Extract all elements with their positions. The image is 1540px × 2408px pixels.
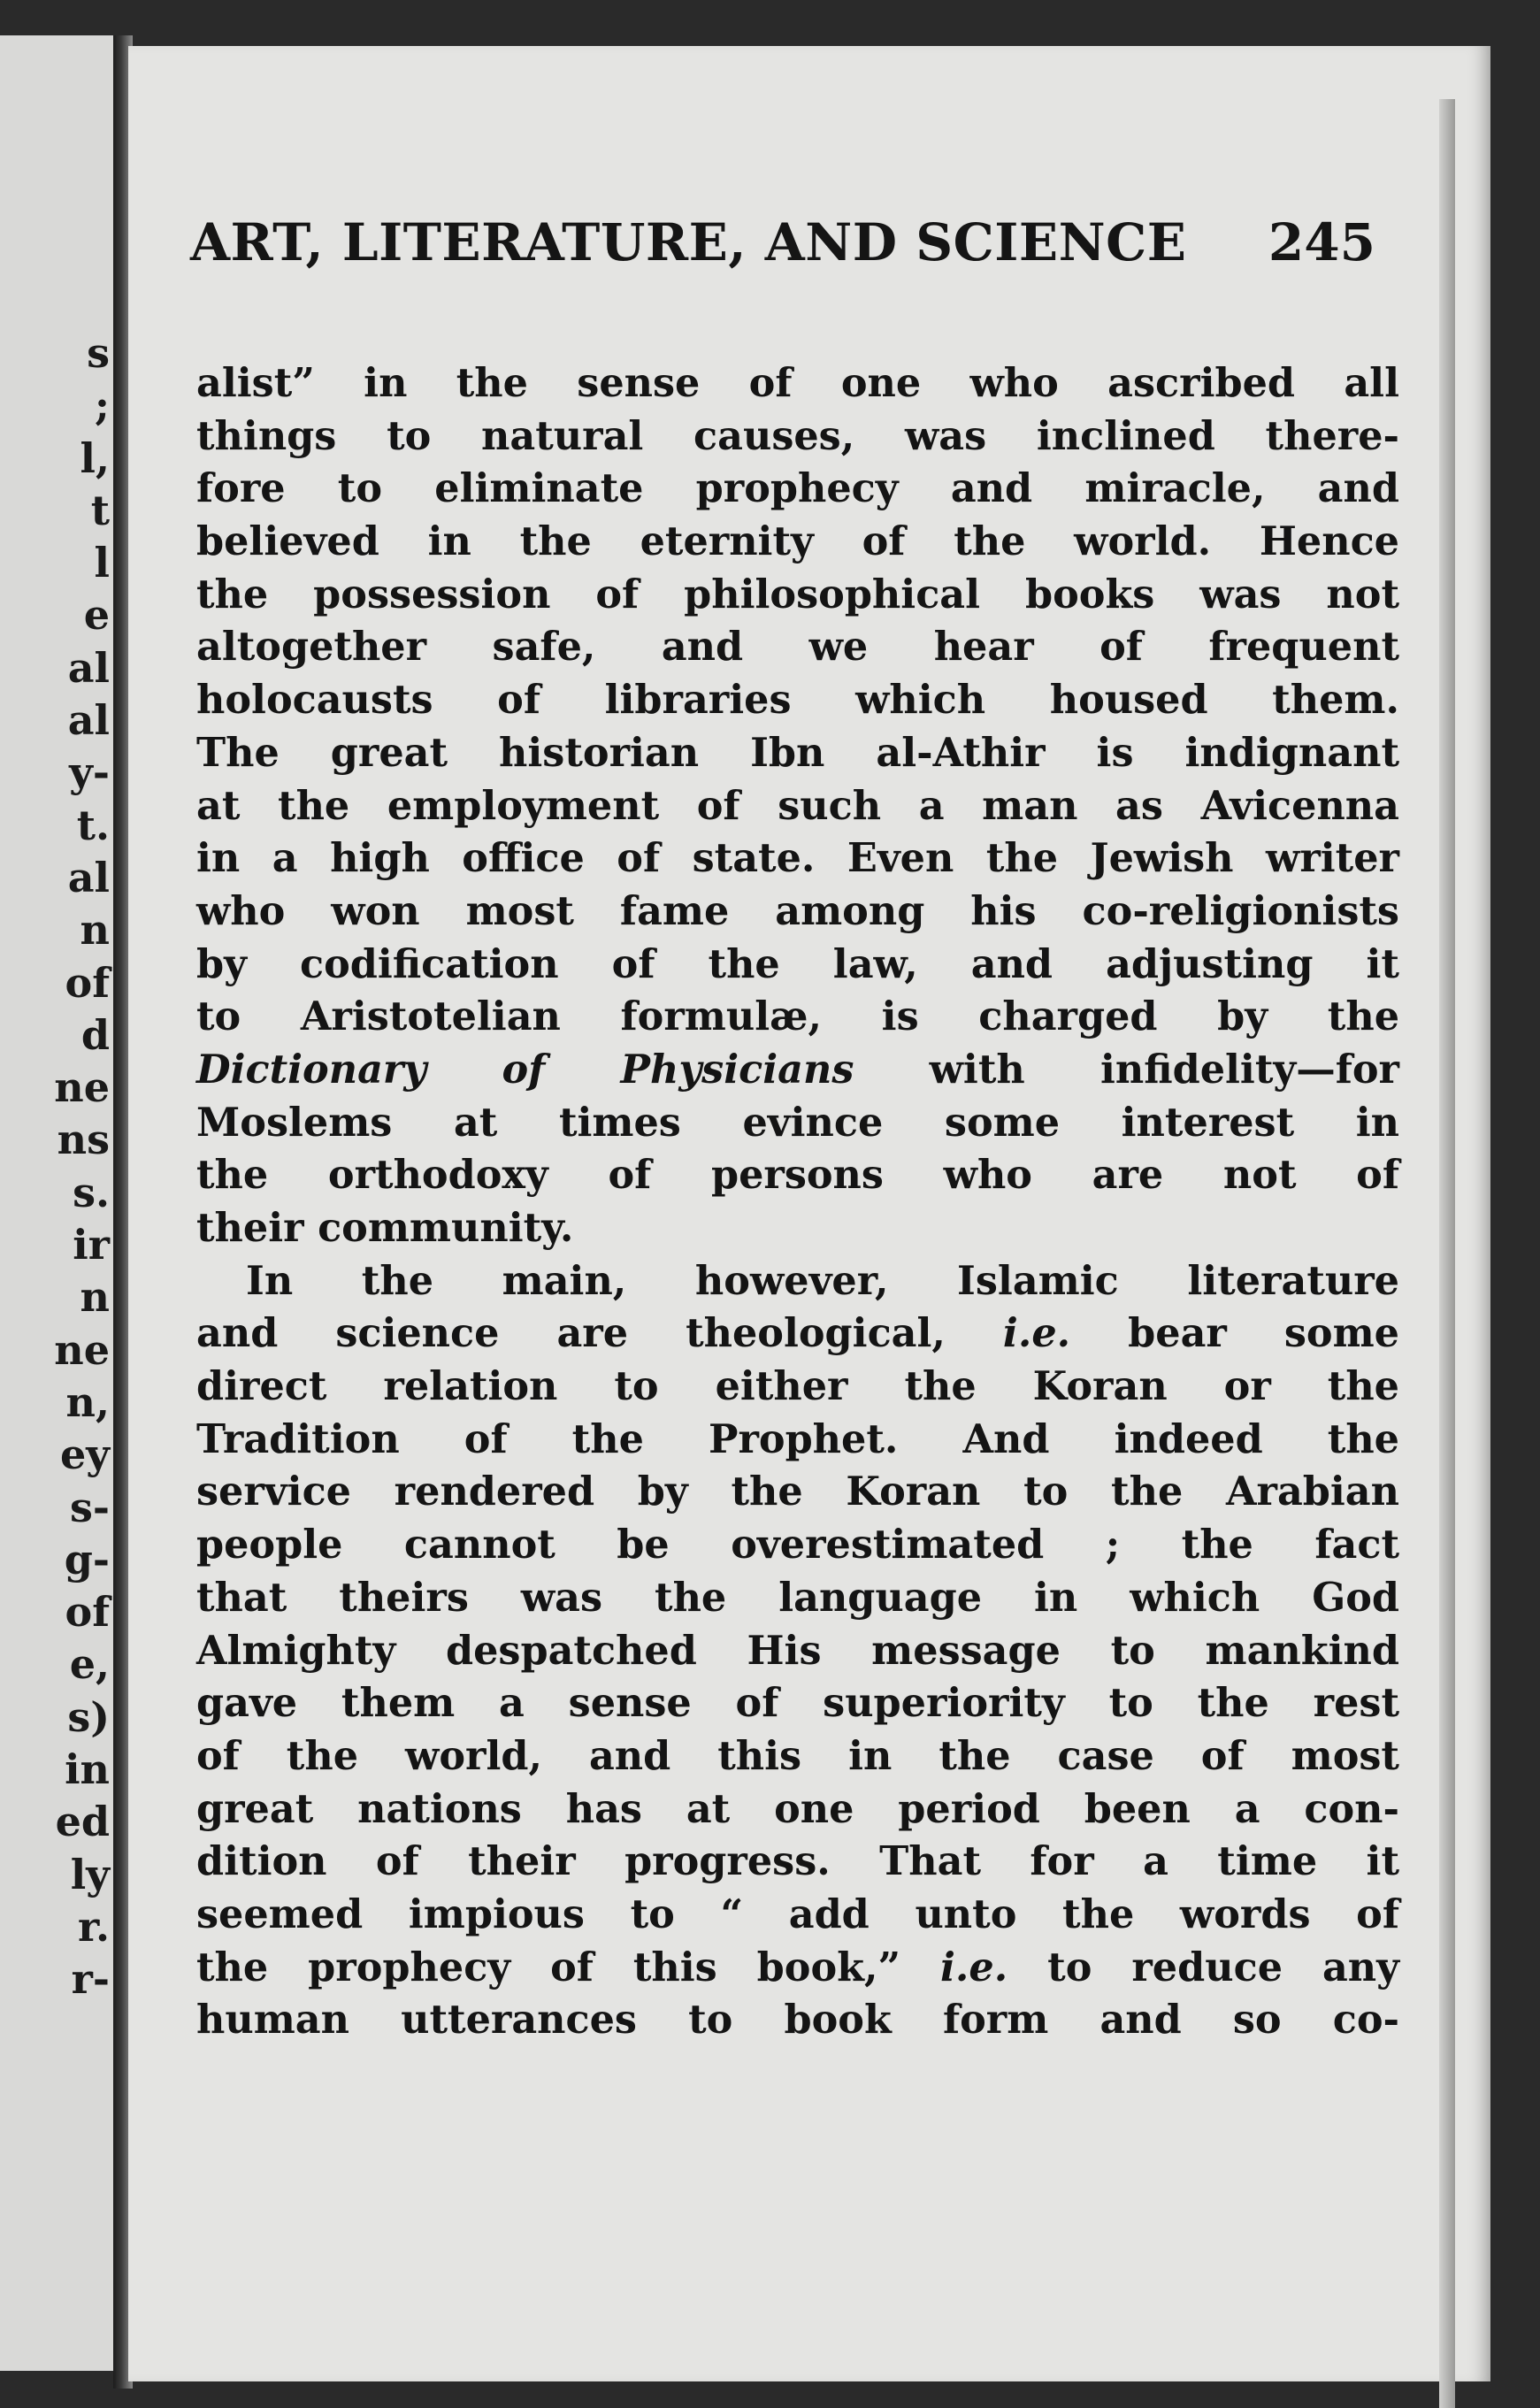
facing-page-fragment: n bbox=[80, 1273, 110, 1322]
facing-page-fragment: s- bbox=[70, 1483, 110, 1531]
facing-page-fragment: l, bbox=[80, 433, 110, 482]
text-line: that theirs was the language in which God bbox=[196, 1574, 1399, 1621]
text-line: Dictionary of Physicians with infidelity—for bbox=[196, 1046, 1400, 1093]
facing-page-fragment: g- bbox=[64, 1535, 110, 1584]
running-head bbox=[190, 212, 1375, 292]
facing-page-fragment: t bbox=[90, 486, 110, 534]
text-line: service rendered by the Koran to the Arabian bbox=[196, 1469, 1399, 1515]
text-line: their community. bbox=[196, 1205, 574, 1251]
body-text bbox=[196, 357, 1399, 2047]
facing-page-fragment: of bbox=[65, 1588, 110, 1637]
text-line: The great historian Ibn al-Athir is indignant bbox=[196, 729, 1399, 776]
page-number: 245 bbox=[1268, 212, 1375, 272]
facing-page-fragment: of bbox=[65, 958, 110, 1007]
text-line: the orthodoxy of persons who are not of bbox=[196, 1152, 1399, 1199]
text-line: who won most fame among his co-religionists bbox=[196, 887, 1399, 934]
abbreviation-italic: i.e. bbox=[1002, 1310, 1071, 1357]
text-line: human utterances to book form and so co- bbox=[196, 1997, 1399, 2044]
text-line: of the world, and this in the case of most bbox=[196, 1732, 1399, 1779]
text-line: in a high office of state. Even the Jewish writer bbox=[196, 835, 1399, 882]
text-line: altogether safe, and we hear of frequent bbox=[196, 624, 1399, 671]
facing-page-fragment: y- bbox=[69, 748, 110, 797]
book-title-italic: Dictionary of Physicians bbox=[196, 1046, 854, 1093]
abbreviation-italic: i.e. bbox=[940, 1944, 1008, 1990]
text-line: Tradition of the Prophet. And indeed the bbox=[196, 1415, 1399, 1462]
running-head-title: ART, LITERATURE, AND SCIENCE bbox=[190, 212, 1187, 272]
text-line: dition of their progress. That for a time it bbox=[196, 1838, 1399, 1885]
facing-page-fragment: ne bbox=[54, 1063, 110, 1112]
facing-page-fragment: ns bbox=[57, 1116, 110, 1164]
facing-page-fragment: n, bbox=[65, 1377, 110, 1426]
text-line: at the employment of such a man as Avicenna bbox=[196, 782, 1399, 829]
facing-page-fragment: ne bbox=[54, 1325, 110, 1374]
text-line: Moslems at times evince some interest in bbox=[196, 1099, 1399, 1146]
facing-page-fragment: r- bbox=[71, 1955, 110, 2004]
facing-page-fragment: ey bbox=[60, 1430, 110, 1479]
text-line: gave them a sense of superiority to the rest bbox=[196, 1680, 1399, 1727]
facing-page-fragment: ed bbox=[55, 1798, 110, 1846]
facing-page-fragment: s. bbox=[73, 1168, 110, 1216]
text-line: direct relation to either the Koran or the bbox=[196, 1363, 1399, 1410]
text-line: the possession of philosophical books was not bbox=[196, 571, 1399, 617]
facing-page-fragment: l bbox=[94, 539, 110, 587]
text-line: things to natural causes, was inclined there- bbox=[196, 412, 1399, 459]
facing-page-left bbox=[0, 35, 115, 2371]
facing-page-fragment: al bbox=[67, 853, 110, 901]
text-line: holocausts of libraries which housed them. bbox=[196, 677, 1399, 724]
text-line: by codification of the law, and adjusting it bbox=[196, 940, 1399, 987]
book-page bbox=[128, 46, 1490, 2381]
text-line: the prophecy of this book,” i.e. to reduce any bbox=[196, 1944, 1399, 1990]
page-edge bbox=[1439, 99, 1455, 2408]
text-line: people cannot be overestimated ; the fact bbox=[196, 1522, 1399, 1568]
facing-page-fragment: s bbox=[87, 329, 110, 377]
text-line: alist” in the sense of one who ascribed all bbox=[196, 360, 1399, 406]
text-line: fore to eliminate prophecy and miracle, and bbox=[196, 465, 1399, 512]
text-line: great nations has at one period been a con- bbox=[196, 1785, 1399, 1832]
facing-page-fragment: in bbox=[65, 1745, 110, 1794]
facing-page-fragment: s) bbox=[67, 1692, 110, 1741]
text-line: to Aristotelian formulæ, is charged by the bbox=[196, 993, 1399, 1040]
facing-page-fragment: ly bbox=[70, 1850, 110, 1898]
text-line: In the main, however, Islamic literature bbox=[246, 1257, 1399, 1304]
facing-page-fragment: d bbox=[80, 1010, 110, 1059]
facing-page-fragment: e bbox=[83, 591, 110, 640]
facing-page-text-fragments bbox=[4, 327, 110, 2006]
facing-page-fragment: al bbox=[67, 643, 110, 692]
text-line: and science are theological, i.e. bear some bbox=[196, 1310, 1399, 1357]
facing-page-fragment: r. bbox=[77, 1902, 110, 1951]
text-line: Almighty despatched His message to mankind bbox=[196, 1627, 1399, 1674]
facing-page-fragment: al bbox=[67, 696, 110, 745]
facing-page-fragment: t. bbox=[76, 801, 110, 849]
text-line: seemed impious to “ add unto the words of bbox=[196, 1890, 1399, 1937]
facing-page-fragment: n bbox=[80, 906, 110, 955]
facing-page-fragment: e, bbox=[69, 1640, 110, 1689]
text-line: believed in the eternity of the world. Hence bbox=[196, 518, 1399, 565]
facing-page-fragment: ; bbox=[95, 381, 110, 430]
facing-page-fragment: ir bbox=[73, 1221, 110, 1269]
